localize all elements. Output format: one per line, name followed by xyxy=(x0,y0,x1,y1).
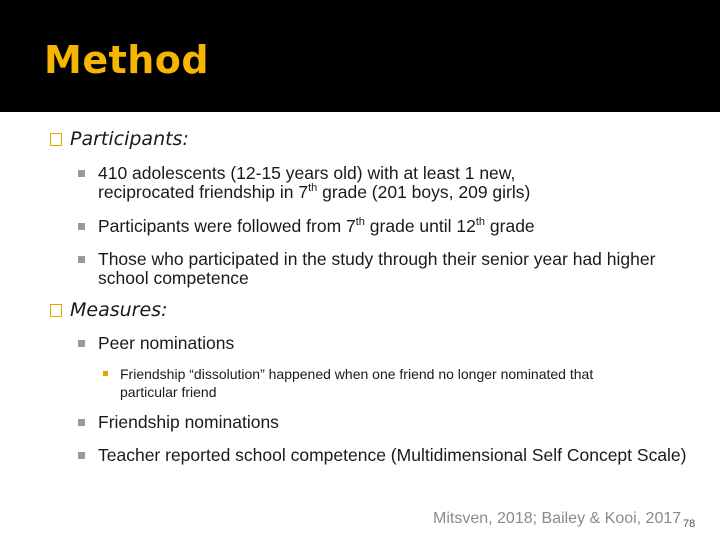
participants-bullet-2-mid: grade until 12 xyxy=(364,216,476,236)
participants-bullet-1-line1: 410 adolescents (12-15 years old) with at least 1 new, xyxy=(98,163,516,183)
title-bar xyxy=(0,0,720,112)
bullet-icon xyxy=(78,340,85,347)
citation: Mitsven, 2018; Bailey & Kooi, 2017 xyxy=(433,510,682,527)
superscript: th xyxy=(308,182,318,194)
measures-bullet-3-text: Teacher reported school competence (Multidimensional Self Concept Scale) xyxy=(98,445,687,465)
page-number: 78 xyxy=(683,518,696,530)
participants-heading: Participants: xyxy=(70,128,189,150)
participants-bullet-1-line2-post: grade (201 boys, 209 girls) xyxy=(317,182,531,202)
square-bullet-icon xyxy=(50,304,62,317)
participants-bullet-1-line2-pre: reciprocated friendship in 7 xyxy=(98,182,309,202)
bullet-icon xyxy=(78,419,85,426)
square-bullet-icon xyxy=(50,133,62,146)
measures-sub-bullet-1 xyxy=(103,365,623,401)
participants-bullet-2 xyxy=(78,217,688,236)
measures-bullet-1-text: Peer nominations xyxy=(98,333,235,353)
superscript: th xyxy=(355,216,365,228)
participants-heading-item xyxy=(50,128,189,150)
measures-sub-bullet-1-text: Friendship “dissolution” happened when one friend no longer nominated that particular friend xyxy=(120,366,594,400)
measures-bullet-2-text: Friendship nominations xyxy=(98,412,279,432)
superscript: th xyxy=(475,216,486,228)
measures-heading: Measures: xyxy=(70,299,168,321)
participants-bullet-3-text: Those who participated in the study through their senior year had higher school competence xyxy=(98,249,656,288)
participants-bullet-3 xyxy=(78,250,688,288)
bullet-icon xyxy=(78,452,85,459)
measures-bullet-1 xyxy=(78,334,688,353)
measures-bullet-3 xyxy=(78,446,688,465)
bullet-icon xyxy=(78,223,85,230)
sub-bullet-icon xyxy=(103,371,108,376)
slide-title: Method xyxy=(44,38,210,82)
participants-bullet-2-post: grade xyxy=(485,216,535,236)
participants-bullet-1 xyxy=(78,164,688,202)
bullet-icon xyxy=(78,170,85,177)
bullet-icon xyxy=(78,256,85,263)
participants-bullet-2-pre: Participants were followed from 7 xyxy=(98,216,356,236)
measures-bullet-2 xyxy=(78,413,688,432)
measures-heading-item xyxy=(50,299,167,321)
